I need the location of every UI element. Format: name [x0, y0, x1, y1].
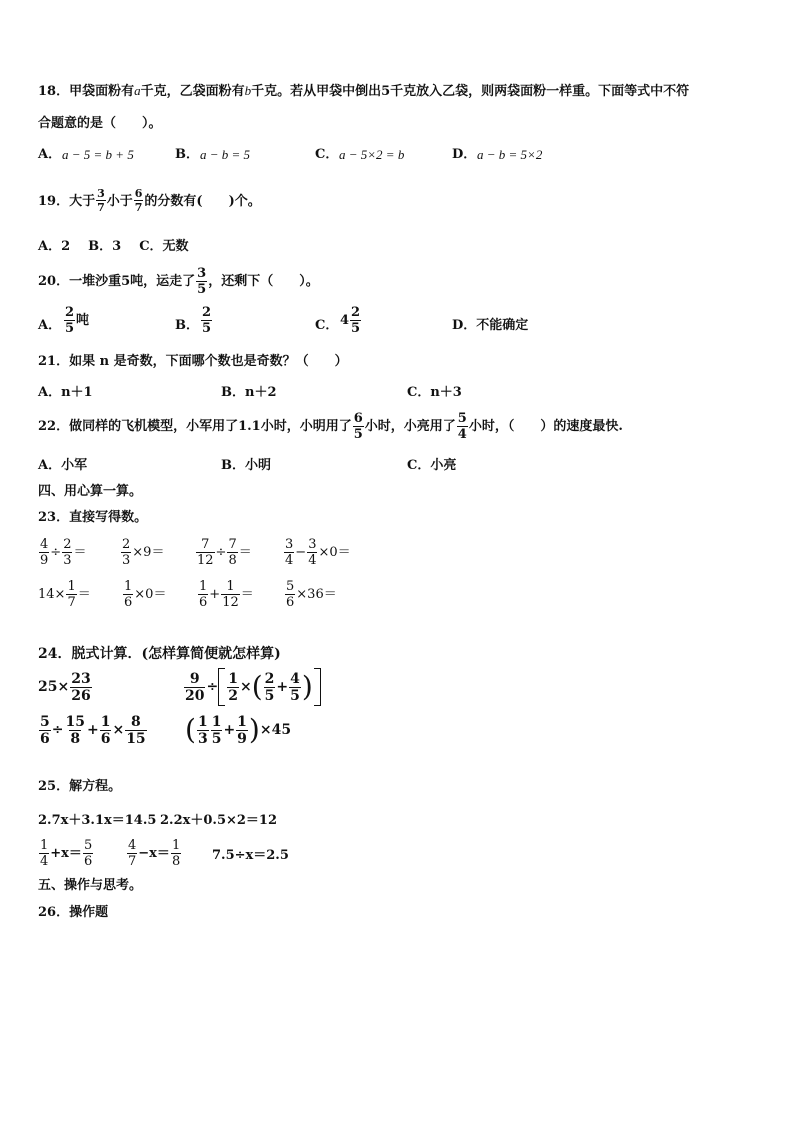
q22-fraction-2: [457, 412, 468, 441]
q25-eq-5: 7.5÷x＝2.5: [212, 848, 289, 863]
q20-a-fraction: [64, 306, 75, 335]
q21-option-c: C．n＋3: [407, 385, 462, 400]
q19-text-pre: 19．大于: [38, 194, 96, 209]
q18-text-b: 千克，乙袋面粉有: [140, 84, 245, 99]
q19-option-a: A．2: [38, 239, 71, 254]
q24-e3-op2: +: [86, 722, 99, 738]
q25-eq3-b-den: 6: [83, 854, 93, 869]
q23-e5-num: 1: [67, 579, 76, 594]
q23-e6-frac: [123, 580, 133, 609]
q24-e3-d-num: 8: [131, 713, 141, 730]
q24-e4-b-den: 5: [211, 730, 222, 747]
q24-e3-d-den: 15: [126, 730, 146, 747]
q18-option-d-label: D．: [452, 147, 477, 162]
q23-e3-b-den: 8: [228, 553, 237, 568]
q20-text-pre: 20．一堆沙重5吨，运走了: [38, 274, 196, 289]
q19-option-b: B．3: [88, 239, 122, 254]
q23-e6-den: 6: [124, 595, 133, 610]
q20-option-c-label: C．: [315, 318, 339, 333]
q24-e2-frac-d: [289, 672, 301, 703]
right-paren: ): [301, 670, 313, 703]
q23-e4-frac-a: [284, 538, 294, 567]
q25-eq4-a-num: 4: [128, 838, 137, 853]
q24-e4-a-num: 1: [197, 713, 208, 730]
left-paren: (: [185, 713, 196, 746]
q23-e6-rest: ×0＝: [134, 587, 167, 602]
q20-fraction: [196, 267, 207, 296]
var-b: b: [244, 83, 252, 98]
q18-option-b: a − b = 5: [200, 147, 251, 162]
q24-e4-b-num: 1: [211, 713, 222, 730]
q24-e3-op3: ×: [112, 722, 125, 738]
q25-eq3-frac-a: [39, 839, 49, 868]
q24-e2-b-den: 2: [228, 687, 238, 704]
q24-e4-frac-c: [236, 715, 248, 746]
q23-e5-den: 7: [67, 595, 76, 610]
q23-e4-a-den: 4: [285, 553, 294, 568]
q24-title: 24．脱式计算．(怎样算简便就怎样算): [38, 646, 281, 662]
q25-eq-3: [38, 836, 94, 872]
q23-expr-7: [197, 577, 254, 613]
q18-option-a: a − 5 = b + 5: [62, 147, 134, 162]
q18-option-d: a − b = 5×2: [477, 147, 543, 162]
q18-text-a: 18．甲袋面粉有: [38, 84, 135, 99]
q24-e3-frac-c: [100, 715, 112, 746]
q25-eq4-b-den: 8: [171, 854, 181, 869]
q19-option-c: C．无数: [139, 239, 189, 254]
q25-eq3-b-num: 5: [83, 838, 93, 853]
q24-e4-op: +: [223, 722, 236, 738]
q23-e4-op: −: [295, 545, 307, 560]
q20-a-num: 2: [65, 305, 75, 320]
q24-e4-frac-a: [197, 715, 209, 746]
q20-c-num: 2: [351, 305, 361, 320]
q20-frac-num: 3: [197, 266, 207, 281]
q23-expr-1: [38, 535, 86, 571]
q24-e3-op1: ÷: [51, 722, 64, 738]
q20-option-d: D．不能确定: [452, 318, 529, 333]
q23-e8-den: 6: [286, 595, 295, 610]
var-a: a: [134, 83, 141, 98]
q20-option-b-label: B．: [175, 318, 199, 333]
q24-e1-frac: [70, 672, 91, 703]
q22-text-post: 小时，（ ）的速度最快.: [468, 419, 623, 434]
q24-e3-frac-d: [125, 715, 146, 746]
q23-expr-3: [195, 535, 252, 571]
q24-expr-3: [38, 711, 148, 749]
q22-f2-den: 4: [457, 427, 467, 442]
q23-e1-frac-a: [39, 538, 49, 567]
q25-eq3-frac-b: [83, 839, 93, 868]
q19-f1-num: 3: [97, 187, 105, 200]
q23-e4-frac-b: [307, 538, 317, 567]
q23-e4-a-num: 3: [285, 537, 294, 552]
q19-options: [38, 238, 189, 256]
q23-e8-num: 5: [286, 579, 295, 594]
q23-title: 23．直接写得数。: [38, 510, 148, 525]
q23-e1-op: ÷: [50, 545, 62, 560]
q25-eq4-frac-b: [171, 839, 181, 868]
q19-question: [38, 188, 261, 213]
q23-expr-5: [38, 577, 91, 613]
q24-e3-frac-a: [39, 715, 51, 746]
section-4-heading: 四、用心算一算。: [38, 484, 143, 499]
q24-e2-op3: +: [276, 679, 289, 695]
q23-e8-frac: [285, 580, 295, 609]
q25-eq-1: 2.7x＋3.1x＝14.5: [38, 813, 157, 828]
q25-eq4-frac-a: [127, 839, 137, 868]
q20-b-num: 2: [202, 305, 212, 320]
q23-e2-num: 2: [122, 537, 131, 552]
q23-e1-a-num: 4: [40, 537, 49, 552]
q20-c-whole: 4: [340, 313, 350, 328]
q18-option-a-label: A．: [38, 147, 62, 162]
section-5-heading: 五、操作与思考。: [38, 878, 143, 893]
q24-e4-c-num: 1: [237, 713, 247, 730]
q23-e7-frac-b: [221, 580, 240, 609]
q24-e4-c-den: 9: [237, 730, 247, 747]
q22-option-b: B．小明: [221, 458, 271, 473]
q22-fraction-1: [353, 412, 364, 441]
q24-e2-c-num: 2: [264, 670, 275, 687]
q19-f2-den: 7: [134, 201, 143, 214]
q23-e3-frac-b: [227, 538, 237, 567]
q22-option-a: A．小军: [38, 458, 88, 473]
q24-e4-post: ×45: [259, 722, 292, 738]
q20-options: [38, 306, 598, 346]
q19-fraction-2: [134, 188, 144, 213]
q23-e6-num: 1: [124, 579, 133, 594]
q23-e3-frac-a: [196, 538, 215, 567]
q23-e5-frac: [66, 580, 76, 609]
q23-expr-4: [283, 535, 351, 571]
q20-frac-den: 5: [197, 282, 207, 297]
q25-eq-4: [126, 836, 182, 872]
q20-a-den: 5: [65, 321, 75, 336]
q18-option-b-label: B．: [175, 147, 199, 162]
q22-question: [38, 409, 623, 445]
q24-e2-c-den: 5: [264, 687, 275, 704]
q19-f2-num: 6: [134, 187, 143, 200]
q25-title: 25．解方程。: [38, 779, 122, 794]
q23-e4-b-num: 3: [308, 537, 317, 552]
q20-b-fraction: [201, 306, 212, 335]
q23-e1-b-num: 2: [63, 537, 72, 552]
q25-eq4-a-den: 7: [128, 854, 137, 869]
q23-e5-eq: ＝: [77, 587, 91, 602]
q24-e1-pre: 25×: [38, 679, 70, 695]
q22-text-pre: 22．做同样的飞机模型，小军用了1.1小时，小明用了: [38, 419, 352, 434]
q20-c-den: 5: [351, 321, 361, 336]
q25-eq-2: 2.2x＋0.5×2＝12: [160, 813, 278, 828]
q19-f1-den: 7: [97, 201, 105, 214]
q24-e4-a-den: 3: [197, 730, 208, 747]
q19-text-mid: 小于: [106, 194, 133, 209]
q24-e1-num: 23: [71, 670, 91, 687]
q20-option-c: [340, 306, 362, 335]
q24-expr-1: [38, 668, 93, 706]
q18-line2: 合题意的是（ ）。: [38, 116, 162, 131]
q23-expr-8: [284, 577, 337, 613]
q18-text-c: 千克。若从甲袋中倒出5千克放入乙袋，则两袋面粉一样重。下面等式中不符: [251, 84, 690, 99]
q24-expr-4: [185, 711, 291, 749]
q23-e7-b-den: 12: [222, 595, 239, 610]
q23-e7-b-num: 1: [226, 579, 235, 594]
q23-e4-b-den: 4: [308, 553, 317, 568]
q19-fraction-1: [96, 188, 106, 213]
q20-option-a-label: A．: [38, 318, 62, 333]
q22-option-c: C．小亮: [407, 458, 457, 473]
q22-f1-num: 6: [353, 411, 363, 426]
right-square-bracket: [314, 668, 321, 706]
q23-e3-a-num: 7: [201, 537, 210, 552]
q21-option-a: A．n＋1: [38, 385, 93, 400]
q24-e1-den: 26: [71, 687, 91, 704]
q25-eq4-b-num: 1: [171, 838, 181, 853]
q23-e4-rest: ×0＝: [318, 545, 351, 560]
q23-e7-eq: ＝: [240, 587, 254, 602]
q23-e1-eq: ＝: [73, 545, 87, 560]
q24-e3-a-num: 5: [40, 713, 50, 730]
q23-e5-pre: 14×: [38, 587, 66, 602]
q20-option-a: [63, 306, 89, 335]
q24-e3-b-num: 15: [65, 713, 85, 730]
right-paren: ): [248, 713, 260, 746]
q24-e2-op1: ÷: [206, 679, 219, 695]
q23-expr-6: [122, 577, 166, 613]
q23-e3-a-den: 12: [197, 553, 214, 568]
q24-e3-a-den: 6: [40, 730, 50, 747]
q22-f1-den: 5: [353, 427, 363, 442]
q24-e2-a-num: 9: [189, 670, 200, 687]
q24-e2-d-num: 4: [290, 670, 300, 687]
q20-c-fraction: [350, 306, 361, 335]
q23-e2-rest: ×9＝: [132, 545, 165, 560]
q20-option-b: [200, 306, 213, 335]
q23-e1-b-den: 3: [63, 553, 72, 568]
q23-e1-frac-b: [62, 538, 72, 567]
q24-e2-d-den: 5: [290, 687, 300, 704]
q24-e2-frac-a: [184, 672, 205, 703]
q23-e7-op: +: [209, 587, 221, 602]
q24-expr-2: [183, 668, 321, 706]
q18-option-c: a − 5×2 = b: [339, 147, 405, 162]
q24-e2-frac-b: [227, 672, 239, 703]
left-paren: (: [251, 670, 263, 703]
q24-e2-frac-c: [264, 672, 276, 703]
q24-e3-b-den: 8: [70, 730, 81, 747]
q20-a-unit: 吨: [76, 313, 90, 328]
q24-e3-c-den: 6: [100, 730, 111, 747]
q20-b-den: 5: [202, 321, 212, 336]
q22-f2-num: 5: [457, 411, 467, 426]
q25-eq3-a-num: 1: [40, 838, 49, 853]
q21-question: 21．如果 n 是奇数，下面哪个数也是奇数？（ ）: [38, 354, 348, 369]
q24-e2-a-den: 20: [185, 687, 205, 704]
q19-text-post: 的分数有( )个。: [144, 194, 261, 209]
q23-e7-frac-a: [198, 580, 208, 609]
q23-e2-frac: [121, 538, 131, 567]
q23-e2-den: 3: [122, 553, 131, 568]
q25-eq3-a-den: 4: [40, 854, 49, 869]
q25-eq4-mid: −x＝: [138, 846, 170, 861]
q24-e2-b-num: 1: [228, 670, 238, 687]
q20-text-post: ，还剩下（ ）。: [208, 274, 319, 289]
q23-e1-a-den: 9: [40, 553, 49, 568]
q23-e7-a-num: 1: [199, 579, 208, 594]
q20-question: [38, 264, 319, 300]
q24-e3-frac-b: [64, 715, 85, 746]
q23-e3-op: ÷: [215, 545, 227, 560]
q18-option-c-label: C．: [315, 147, 339, 162]
q23-e7-a-den: 6: [199, 595, 208, 610]
q26-title: 26．操作题: [38, 905, 109, 920]
q18-line1: [38, 82, 689, 101]
q21-option-b: B．n＋2: [221, 385, 277, 400]
q23-e3-b-num: 7: [228, 537, 237, 552]
q24-e4-frac-b: [211, 715, 223, 746]
q25-eq3-mid: +x＝: [50, 846, 82, 861]
q23-e3-eq: ＝: [238, 545, 252, 560]
q22-text-mid: 小时，小亮用了: [364, 419, 456, 434]
left-square-bracket: [218, 668, 225, 706]
q24-e2-op2: ×: [239, 679, 252, 695]
q23-e8-rest: ×36＝: [296, 587, 337, 602]
q24-e3-c-num: 1: [100, 713, 111, 730]
q23-expr-2: [120, 535, 164, 571]
